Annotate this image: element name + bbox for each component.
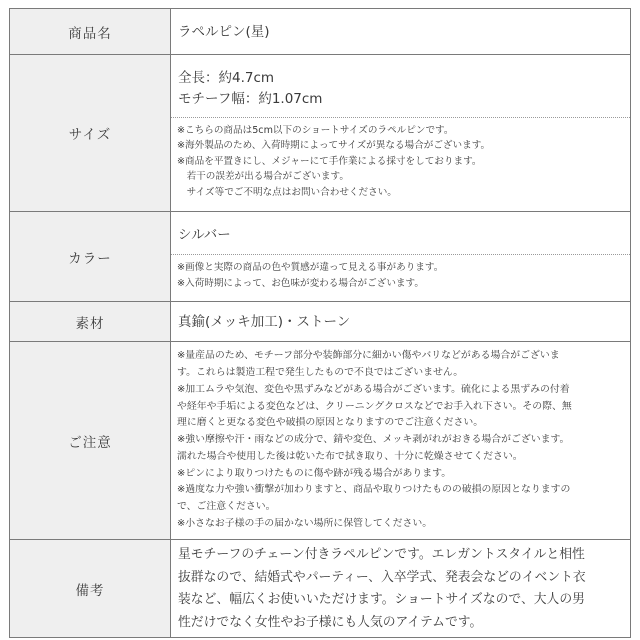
size-note: ※海外製品のため、入荷時期によってサイズが異なる場合がございます。	[177, 140, 491, 152]
caution-line: 濡れた場合や使用した後は乾いた布で拭き取り、十分に乾燥させてください。	[177, 450, 523, 462]
row-size	[10, 55, 631, 212]
row-caution	[10, 342, 631, 540]
label-caution: ご注意	[10, 342, 171, 540]
value-remarks	[171, 540, 631, 638]
size-length: 全長：約4.7cm	[178, 69, 275, 86]
size-note: 若干の誤差が出る場合がございます。	[177, 171, 349, 183]
material-text: 真鍮(メッキ加工)・ストーン	[178, 313, 351, 330]
caution-line: す。これらは製造工程で発生したもので不良ではございません。	[177, 366, 464, 378]
label-size: サイズ	[10, 55, 171, 212]
size-notes	[171, 117, 630, 206]
remarks-line: 性だけでなく女性やお子様にも人気のアイテムです。	[178, 614, 483, 630]
size-main	[171, 61, 630, 117]
value-caution	[171, 342, 631, 540]
caution-line: で、ご注意ください。	[177, 501, 276, 513]
remarks-text	[171, 540, 630, 637]
caution-line: ※ピンにより取りつけたものに傷や跡が残る場合があります。	[177, 467, 452, 479]
size-note: ※こちらの商品は5cm以下のショートサイズのラペルピンです。	[177, 124, 454, 136]
caution-line: ※強い摩擦や汗・雨などの成分で、錆や変色、メッキ剥がれがおきる場合がございます。	[177, 434, 570, 446]
color-text: シルバー	[178, 226, 231, 243]
remarks-line: 抜群なので、結婚式やパーティー、入卒学式、発表会などのイベント衣	[178, 569, 586, 585]
caution-line: ※過度な力や強い衝撃が加わりますと、商品や取りつけたものの破損の原因となりますの	[177, 484, 571, 496]
value-color	[171, 212, 631, 302]
row-remarks	[10, 540, 631, 638]
label-remarks: 備考	[10, 540, 171, 638]
remarks-line: 装など、幅広くお使いいただけます。ショートサイズなので、大人の男	[178, 592, 585, 607]
value-material	[171, 302, 631, 342]
caution-line: ※小さなお子様の手の届かない場所に保管してください。	[177, 518, 433, 530]
product-spec-sheet	[9, 8, 631, 632]
color-notes	[171, 254, 630, 296]
size-motif-width: モチーフ幅：約1.07cm	[178, 90, 323, 107]
size-note: ※商品を平置きにし、メジャーにて手作業による採寸をしております。	[177, 155, 482, 167]
remarks-line: 星モチーフのチェーン付きラペルピンです。エレガントスタイルと相性	[178, 547, 585, 562]
value-product-name	[171, 9, 631, 55]
caution-line: ※加工ムラや気泡、変色や黒ずみなどがある場合がございます。硫化による黒ずみの付着	[177, 383, 570, 395]
caution-notes	[171, 344, 630, 537]
caution-line: や経年や手垢による変色などは、クリーニングクロスなどでお手入れ下さい。その際、無	[177, 400, 572, 412]
row-product-name	[10, 9, 631, 55]
product-name-text: ラペルピン(星)	[178, 23, 270, 40]
spec-table	[9, 8, 631, 638]
row-material	[10, 302, 631, 342]
label-material: 素材	[10, 302, 171, 342]
label-color: カラー	[10, 212, 171, 302]
color-note: ※入荷時期によって、お色味が変わる場合がございます。	[177, 277, 424, 289]
caution-line: 理に磨くと更なる変色や破損の原因となりますのでご注意ください。	[177, 417, 484, 429]
value-size	[171, 55, 631, 212]
color-note: ※画像と実際の商品の色や質感が違って見える事があります。	[177, 261, 444, 273]
label-product-name: 商品名	[10, 9, 171, 55]
row-color	[10, 212, 631, 302]
caution-line: ※量産品のため、モチーフ部分や装飾部分に細かい傷やバリなどがある場合がございま	[177, 350, 560, 362]
size-note: サイズ等でご不明な点はお問い合わせください。	[177, 186, 397, 198]
